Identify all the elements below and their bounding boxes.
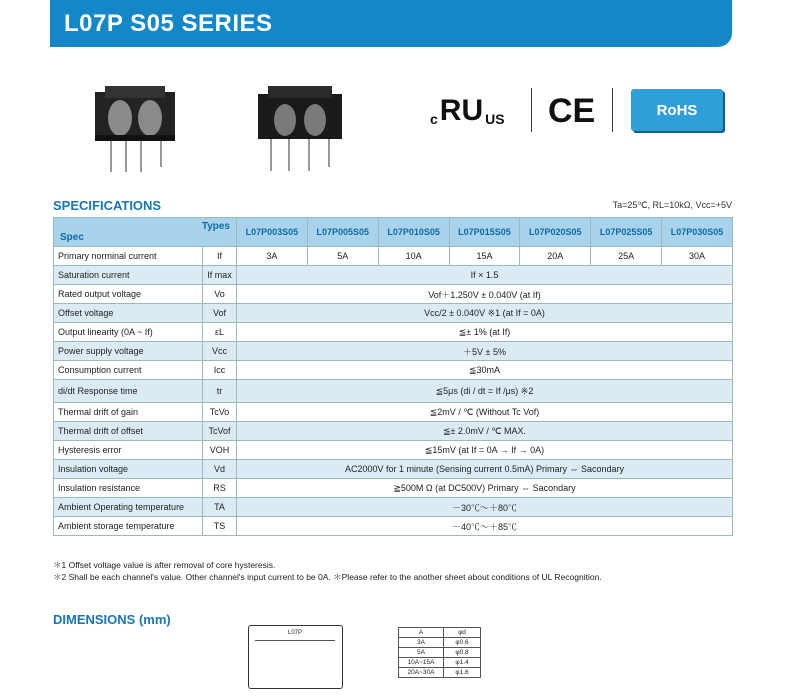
dim-cell: φ0.8 (444, 648, 481, 658)
pin-diameter-table (398, 627, 481, 678)
dim-cell: 3A (399, 638, 444, 648)
row-label: Insulation voltage (54, 460, 203, 479)
row-value: －30℃～＋80℃ (237, 498, 733, 517)
product-photo-angle (240, 80, 370, 180)
row-value: AC2000V for 1 minute (Sensing current 0.5mA) Primary ⇔ Sacondary (237, 460, 733, 479)
table-row (54, 403, 733, 422)
row-value: ≦± 2.0mV / ℃ MAX. (237, 422, 733, 441)
row-value: ≦30mA (237, 361, 733, 380)
row-value: ＋5V ± 5% (237, 342, 733, 361)
row-label: Rated output voltage (54, 285, 203, 304)
table-row (54, 266, 733, 285)
title-banner (50, 0, 732, 47)
specifications-table (53, 217, 733, 536)
divider (612, 88, 613, 132)
row-label: Consumption current (54, 361, 203, 380)
row-value: Vcc/2 ± 0.040V ※1 (at If = 0A) (237, 304, 733, 323)
drawing-label: L07P (255, 630, 335, 641)
row-value: 15A (449, 247, 520, 266)
row-value: ≦2mV / ℃ (Without Tc Vof) (237, 403, 733, 422)
table-row (54, 479, 733, 498)
table-row (54, 361, 733, 380)
ul-us-text: US (485, 111, 505, 127)
row-label: Thermal drift of gain (54, 403, 203, 422)
ul-c-text: c (430, 111, 438, 127)
row-symbol: εL (203, 323, 237, 342)
dimension-drawing (248, 625, 343, 689)
row-value: ≦15mV (at If = 0A → If → 0A) (237, 441, 733, 460)
footnote-2: ＊2 Shall be each channel's value. Other channel's input current to be 0A. ＊Please refer to the another sheet about conditions of UL Recognition. (53, 572, 602, 582)
dim-cell: 5A (399, 648, 444, 658)
divider (531, 88, 532, 132)
test-conditions: Ta=25℃, RL=10kΩ, Vcc=+5V (612, 200, 732, 210)
row-label: Primary norminal current (54, 247, 203, 266)
table-row (54, 460, 733, 479)
row-label: Insulation resistance (54, 479, 203, 498)
dim-cell: φ1.6 (444, 668, 481, 678)
row-label: Hysteresis error (54, 441, 203, 460)
row-symbol: VOH (203, 441, 237, 460)
row-symbol: Vcc (203, 342, 237, 361)
row-label: Offset voltage (54, 304, 203, 323)
table-row (54, 247, 733, 266)
row-value: ≦± 1% (at If) (237, 323, 733, 342)
row-value: －40℃～＋85℃ (237, 517, 733, 536)
ce-mark: CE (548, 91, 596, 130)
row-label: Ambient Operating temperature (54, 498, 203, 517)
row-label: Ambient storage temperature (54, 517, 203, 536)
table-row (54, 380, 733, 403)
table-row (54, 285, 733, 304)
table-row (399, 628, 481, 638)
model-header: L07P025S05 (591, 218, 662, 247)
ul-mark (430, 88, 505, 134)
row-value: 30A (662, 247, 733, 266)
table-row (54, 422, 733, 441)
ul-main-text: RU (439, 94, 484, 127)
row-value: 25A (591, 247, 662, 266)
table-row (399, 658, 481, 668)
model-header: L07P015S05 (449, 218, 520, 247)
table-row (54, 304, 733, 323)
table-row (54, 498, 733, 517)
footnotes (53, 559, 602, 583)
row-label: Thermal drift of offset (54, 422, 203, 441)
table-header-row (54, 218, 733, 247)
row-symbol: TcVo (203, 403, 237, 422)
row-symbol: If max (203, 266, 237, 285)
table-row (54, 342, 733, 361)
row-symbol: Vo (203, 285, 237, 304)
row-symbol: Vof (203, 304, 237, 323)
model-header: L07P005S05 (307, 218, 378, 247)
row-value: 3A (237, 247, 308, 266)
row-symbol: tr (203, 380, 237, 403)
row-symbol: Vd (203, 460, 237, 479)
table-row (399, 638, 481, 648)
row-symbol: TS (203, 517, 237, 536)
specifications-heading: SPECIFICATIONS (53, 198, 162, 213)
row-value: 20A (520, 247, 591, 266)
dim-cell: φ0.6 (444, 638, 481, 648)
rohs-badge: RoHS (631, 89, 723, 131)
row-label: Saturation current (54, 266, 203, 285)
spec-label: Spec (60, 232, 84, 243)
page-title: L07P S05 SERIES (64, 10, 273, 37)
types-label: Types (201, 221, 230, 232)
model-header: L07P003S05 (237, 218, 308, 247)
row-symbol: TcVof (203, 422, 237, 441)
dim-header: φd (444, 628, 481, 638)
dim-cell: 20A~30A (399, 668, 444, 678)
dim-header: A (399, 628, 444, 638)
types-spec-header (54, 218, 237, 247)
dim-cell: φ1.4 (444, 658, 481, 668)
table-row (54, 323, 733, 342)
model-header: L07P010S05 (378, 218, 449, 247)
row-value: ≦5μs (di / dt = If /μs) ※2 (237, 380, 733, 403)
table-row (399, 668, 481, 678)
model-header: L07P020S05 (520, 218, 591, 247)
table-row (54, 441, 733, 460)
row-label: Output linearity (0A ~ If) (54, 323, 203, 342)
row-value: If × 1.5 (237, 266, 733, 285)
row-value: 10A (378, 247, 449, 266)
row-symbol: Icc (203, 361, 237, 380)
footnote-1: ＊1 Offset voltage value is after removal of core hysteresis. (53, 560, 276, 570)
table-row (399, 648, 481, 658)
row-label: Power supply voltage (54, 342, 203, 361)
row-value: 5A (307, 247, 378, 266)
row-value: ≧500M Ω (at DC500V) Primary ⇔ Sacondary (237, 479, 733, 498)
model-header: L07P030S05 (662, 218, 733, 247)
dim-cell: 10A~15A (399, 658, 444, 668)
row-symbol: If (203, 247, 237, 266)
row-symbol: RS (203, 479, 237, 498)
dimensions-heading: DIMENSIONS (mm) (53, 612, 171, 627)
row-label: di/dt Response time (54, 380, 203, 403)
product-photo-front (75, 80, 205, 180)
row-symbol: TA (203, 498, 237, 517)
table-row (54, 517, 733, 536)
row-value: Vof＋1.250V ± 0.040V (at If) (237, 285, 733, 304)
